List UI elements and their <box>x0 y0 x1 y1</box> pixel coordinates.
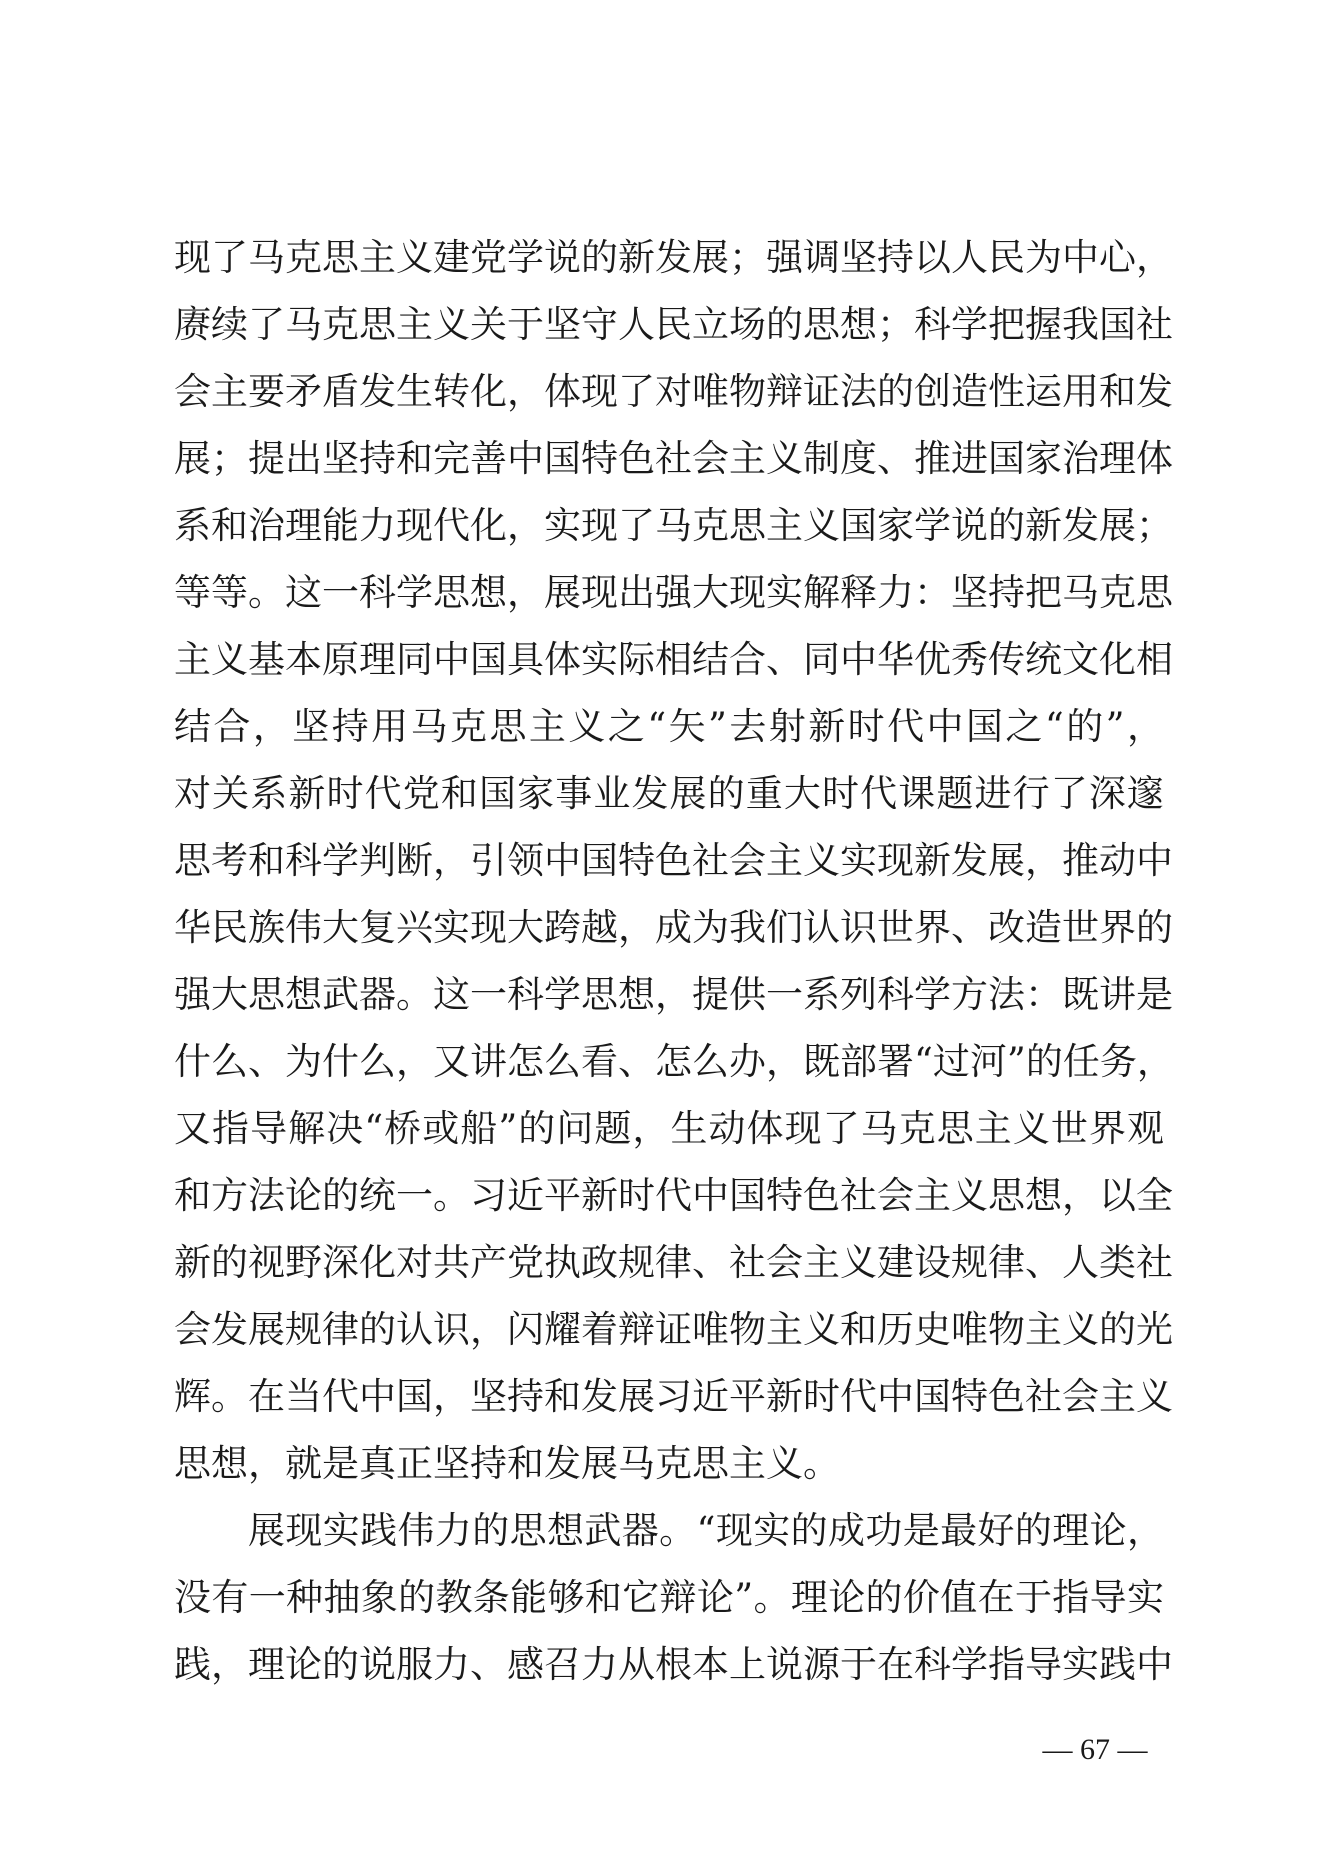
text-line: 等等。这一科学思想，展现出强大现实解释力：坚持把马克思 <box>174 571 1173 614</box>
text-line: 思考和科学判断，引领中国特色社会主义实现新发展，推动中 <box>174 839 1173 882</box>
text-line: 主义基本原理同中国具体实际相结合、同中华优秀传统文化相 <box>174 638 1173 681</box>
text-line: 会主要矛盾发生转化，体现了对唯物辩证法的创造性运用和发 <box>174 370 1173 413</box>
text-line: 赓续了马克思主义关于坚守人民立场的思想；科学把握我国社 <box>174 303 1173 346</box>
text-line: 对关系新时代党和国家事业发展的重大时代课题进行了深邃 <box>174 772 1164 815</box>
text-line: 又指导解决“桥或船”的问题，生动体现了马克思主义世界观 <box>174 1107 1164 1150</box>
text-line: 现了马克思主义建党学说的新发展；强调坚持以人民为中心， <box>174 236 1173 279</box>
text-line: 系和治理能力现代化，实现了马克思主义国家学说的新发展； <box>174 504 1173 547</box>
text-line: 思想，就是真正坚持和发展马克思主义。 <box>174 1442 840 1485</box>
text-line: 辉。在当代中国，坚持和发展习近平新时代中国特色社会主义 <box>174 1375 1173 1418</box>
page-number: — 67 — <box>1042 1733 1148 1766</box>
text-line: 没有一种抽象的教条能够和它辩论”。理论的价值在于指导实 <box>174 1576 1164 1619</box>
text-line: 华民族伟大复兴实现大跨越，成为我们认识世界、改造世界的 <box>174 906 1173 949</box>
text-line: 和方法论的统一。习近平新时代中国特色社会主义思想，以全 <box>174 1174 1173 1217</box>
text-line: 结合，坚持用马克思主义之“矢”去射新时代中国之“的”， <box>174 705 1164 748</box>
text-line: 强大思想武器。这一科学思想，提供一系列科学方法：既讲是 <box>174 973 1173 1016</box>
text-line: 会发展规律的认识，闪耀着辩证唯物主义和历史唯物主义的光 <box>174 1308 1173 1351</box>
text-line: 什么、为什么，又讲怎么看、怎么办，既部署“过河”的任务， <box>174 1040 1174 1083</box>
text-line: 展现实践伟力的思想武器。“现实的成功是最好的理论， <box>248 1509 1164 1552</box>
text-line: 新的视野深化对共产党执政规律、社会主义建设规律、人类社 <box>174 1241 1173 1284</box>
text-line: 践，理论的说服力、感召力从根本上说源于在科学指导实践中 <box>174 1643 1173 1686</box>
body-text <box>174 224 1174 1698</box>
text-line: 展；提出坚持和完善中国特色社会主义制度、推进国家治理体 <box>174 437 1173 480</box>
